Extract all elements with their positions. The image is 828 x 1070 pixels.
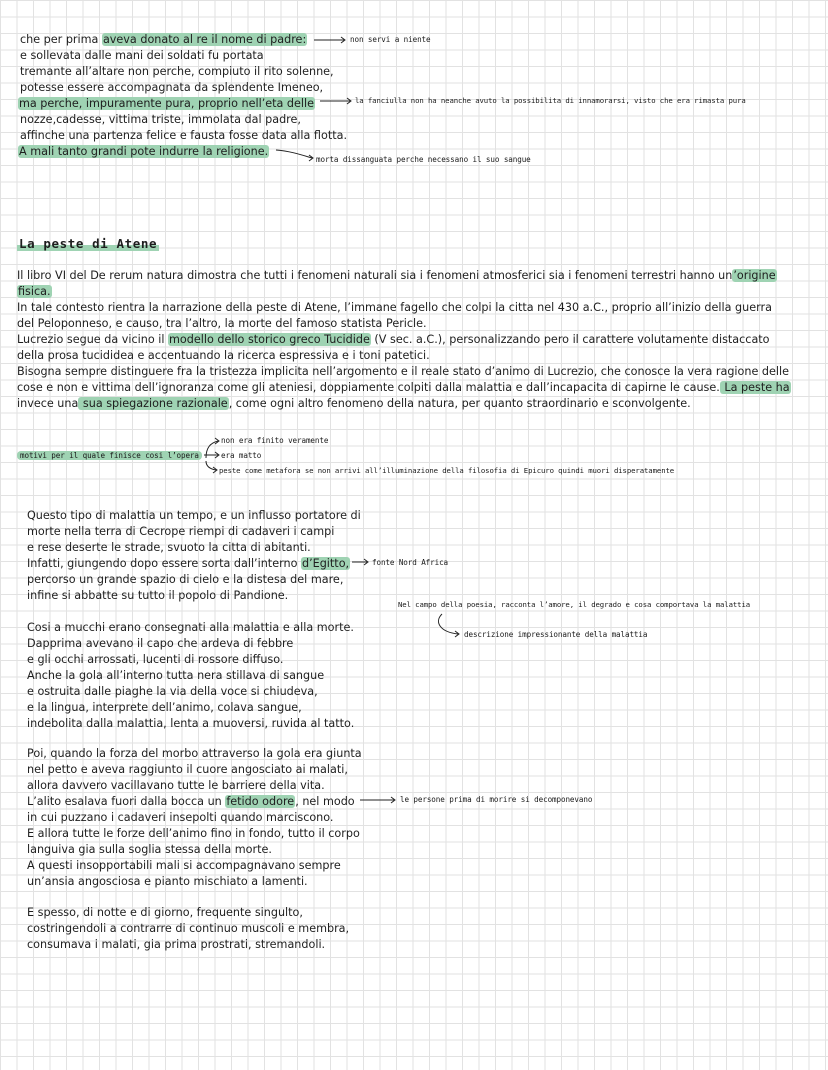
poem2-line: E spesso, di notte e di giorno, frequente singulto,	[27, 906, 303, 919]
poem2-line: costringendoli a contrarre di continuo muscoli e membra,	[27, 922, 350, 935]
motivi-tag: motivi per il quale finisce cosi l’opera	[17, 451, 202, 460]
arrow-line	[276, 150, 312, 158]
poem2-line: in cui puzzano i cadaveri insepolti quando marciscono.	[27, 811, 334, 824]
handwritten-note: fonte Nord Africa	[372, 558, 449, 567]
poem1-line: che per prima aveva donato al re il nome di padre:	[20, 33, 307, 46]
motivi-branch: peste come metafora se non arrivi all’illuminazione della filosofia di Epicuro quindi muori disperatamente	[219, 466, 675, 475]
handwritten-note: la fanciulla non ha neanche avuto la possibilita di innamorarsi, visto che era rimasta pura	[355, 96, 746, 105]
arrow-head	[347, 98, 351, 104]
poem1-line	[18, 144, 269, 160]
arrow-head	[455, 631, 459, 637]
highlight: fetido odore	[226, 795, 295, 808]
arrow-head	[391, 797, 395, 803]
section-title: La peste di Atene	[19, 236, 158, 251]
poem1-line: e sollevata dalle mani dei soldati fu portata	[20, 49, 264, 62]
poem2-line: morte nella terra di Cecrope riempi di cadaveri i campi	[27, 525, 335, 538]
poem2-line: e rese deserte le strade, svuoto la citta di abitanti.	[27, 541, 311, 554]
paragraph-line: del Peloponneso, e causo, tra l’altro, la morte del famoso statista Pericle.	[17, 317, 427, 330]
highlight: A mali tanto grandi pote indurre la religione.	[19, 145, 269, 158]
paragraph-line: Lucrezio segue da vicino il modello dello storico greco Tucidide (V sec. a.C.), personalizzando pero il carattere volutamente distaccato	[17, 333, 770, 346]
poem2-line: Infatti, giungendo dopo essere sorta dall’interno d’Egitto,	[27, 557, 350, 570]
motivi-branch: era matto	[221, 451, 262, 460]
poem2-line: languiva gia sulla soglia stessa della morte.	[27, 843, 272, 856]
highlight: aveva donato al re il nome di padre:	[102, 33, 307, 46]
poem2-line: allora davvero vacillavano tutte le barriere della vita.	[27, 779, 325, 792]
arrow-head	[215, 452, 219, 458]
handwritten-note: non servi a niente	[350, 35, 431, 44]
poem2-line: consumava i malati, gia prima prostrati, stremandoli.	[27, 938, 326, 951]
handwritten-note: le persone prima di morire si decomponevano	[400, 795, 593, 804]
poem1-line: potesse essere accompagnata da splendente Imeneo,	[20, 81, 324, 94]
poem2-line: Dapprima avevano il capo che ardeva di febbre	[27, 637, 294, 650]
arrow-line	[206, 461, 216, 470]
highlight: sua spiegazione razionale	[79, 397, 228, 410]
arrow-head	[215, 438, 219, 444]
poem2-line: e la lingua, interprete dell’animo, colava sangue,	[27, 701, 302, 714]
highlight: d’Egitto,	[301, 557, 350, 570]
paragraph-line	[17, 284, 52, 300]
arrow-head	[364, 559, 368, 565]
highlight: modello dello storico greco Tucidide	[169, 333, 370, 346]
highlight: ma perche, impuramente pura, proprio nell’eta delle	[19, 97, 315, 110]
paragraph-line: Bisogna sempre distinguere fra la tristezza implicita nell’argomento e il reale stato d’animo di Lucrezio, che conosce la vera ragione delle	[17, 365, 789, 378]
handwritten-note: Nel campo della poesia, racconta l’amore, il degrado e cosa comportava la malattia	[398, 600, 751, 609]
poem2-line: infine si abbatte su tutto il popolo di Pandione.	[27, 589, 289, 602]
handwritten-note: morta dissanguata perche necessano il suo sangue	[316, 155, 531, 164]
poem2-line: Questo tipo di malattia un tempo, e un influsso portatore di	[27, 509, 361, 522]
poem2-line: e ostruita dalle piaghe la via della voce si chiudeva,	[27, 685, 318, 698]
poem1-line: affinche una partenza felice e fausta fosse data alla flotta.	[20, 129, 348, 142]
poem2-line: nel petto e aveva raggiunto il cuore angosciato ai malati,	[27, 763, 348, 776]
arrow-line	[206, 441, 218, 458]
paragraph-line: invece una sua spiegazione razionale, come ogni altro fenomeno della natura, per quanto straordinario e sconvolgente.	[17, 397, 691, 410]
paragraph-line: In tale contesto rientra la narrazione della peste di Atene, l’immane fagello che colpi la citta nel 430 a.C., proprio all’inizio della guerra	[17, 301, 772, 314]
highlight: fisica.	[18, 285, 51, 298]
poem2-line: L’alito esalava fuori dalla bocca un fetido odore, nel modo	[27, 795, 355, 808]
poem2-line: Anche la gola all’interno tutta nera stillava di sangue	[27, 669, 325, 682]
paragraph-line: della prosa tucididea e accentuando la ricerca espressiva e i toni patetici.	[17, 349, 430, 362]
poem1-line: tremante all’altare non perche, compiuto il rito solenne,	[20, 65, 334, 78]
poem2-line: Poi, quando la forza del morbo attraverso la gola era giunta	[27, 747, 362, 760]
poem2-line: un’ansia angosciosa e pianto mischiato a lamenti.	[27, 875, 308, 888]
poem2-line: E allora tutte le forze dell’animo fino in fondo, tutto il corpo	[27, 827, 360, 840]
paragraph-line: cose e non e vittima dell’ignoranza come gli ateniesi, doppiamente colpiti dalla malattia e dall’incapacita di capirne le cause. La peste ha	[17, 381, 790, 394]
poem2-line: percorso un grande spazio di cielo e la distesa del mare,	[27, 573, 344, 586]
poem2-line: A questi insopportabili mali si accompagnavano sempre	[27, 859, 341, 872]
arrow-head	[213, 467, 217, 473]
poem2-line: e gli occhi arrossati, lucenti di rossore diffuso.	[27, 653, 284, 666]
arrow-head	[309, 155, 313, 161]
handwritten-note: descrizione impressionante della malattia	[464, 630, 648, 639]
paragraph-line: Il libro VI del De rerum natura dimostra che tutti i fenomeni naturali sia i fenomeni atmosferici sia i fenomeni terrestri hanno un’origine	[17, 269, 776, 282]
highlight: ’origine	[733, 269, 776, 282]
motivi-branch: non era finito veramente	[221, 436, 329, 445]
poem2-line: indebolita dalla malattia, lenta a muoversi, ruvida al tatto.	[27, 717, 355, 730]
poem2-line: Cosi a mucchi erano consegnati alla malattia e alla morte.	[27, 621, 354, 634]
arrow-head	[341, 37, 345, 43]
poem1-line	[18, 96, 315, 112]
poem1-line: nozze,cadesse, vittima triste, immolata dal padre,	[20, 113, 301, 126]
arrow-line	[439, 614, 458, 634]
highlight: La peste ha	[720, 381, 790, 394]
